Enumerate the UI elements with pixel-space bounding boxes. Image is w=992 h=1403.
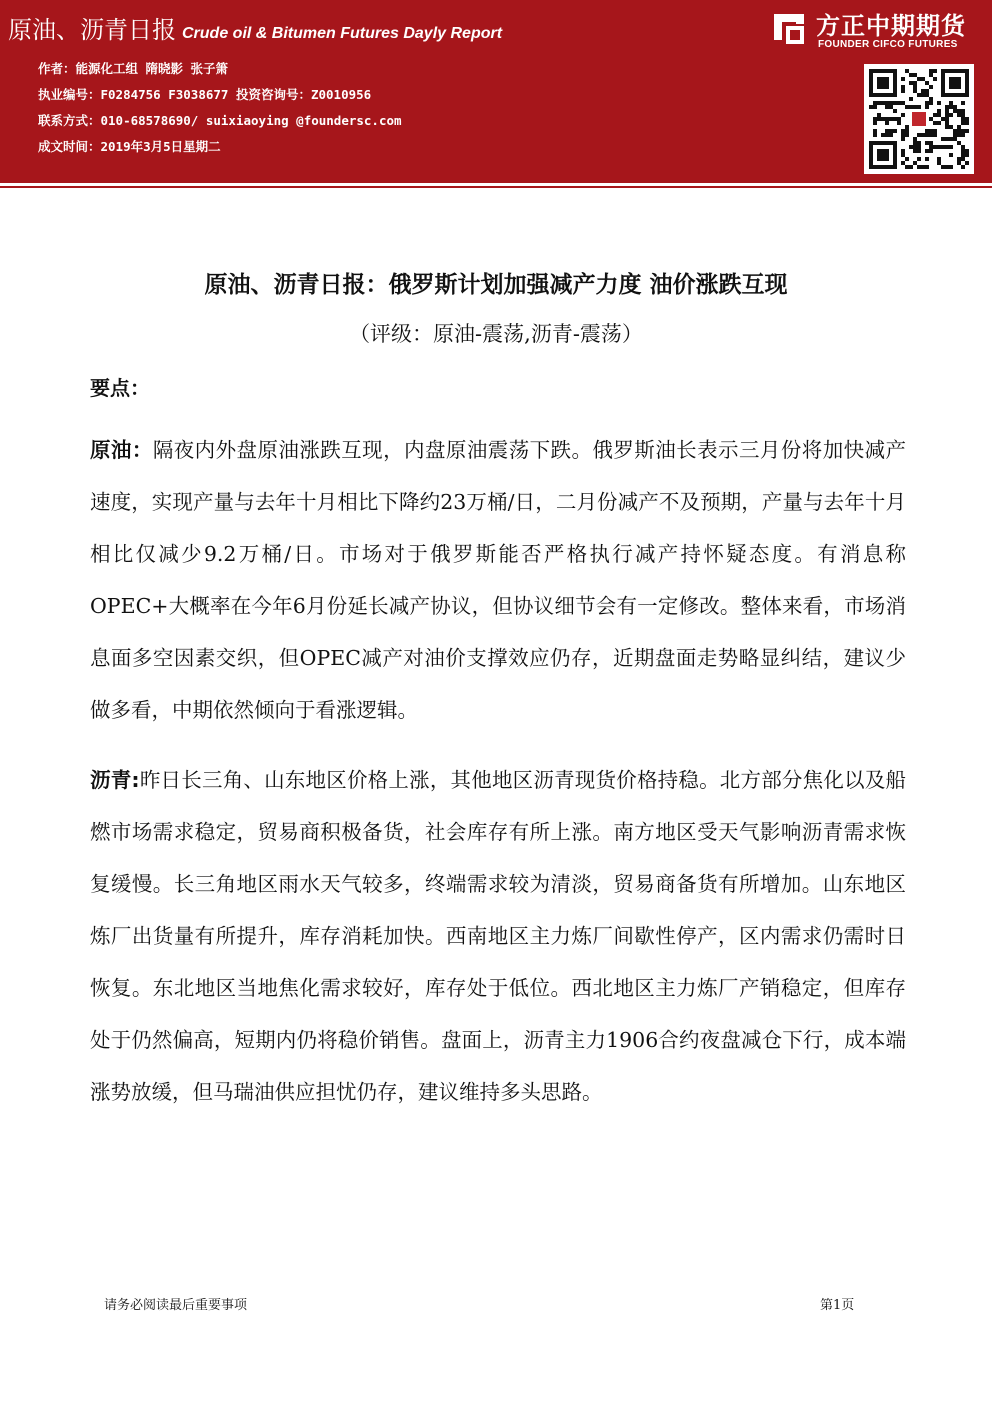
rating-line: （评级：原油-震荡,沥青-震荡）	[349, 322, 643, 346]
report-header	[0, 0, 992, 183]
header-divider	[0, 186, 992, 188]
logo-text-cn: 方正中期期货	[816, 12, 966, 40]
crude-oil-paragraph	[90, 424, 906, 736]
header-title	[8, 10, 502, 45]
qr-code-icon	[864, 64, 974, 174]
footer-notice: 请务必阅读最后重要事项	[104, 1298, 248, 1313]
bitumen-label: 沥青:	[90, 768, 140, 792]
header-title-en: Crude oil & Bitumen Futures Dayly Report	[182, 25, 503, 42]
company-logo	[770, 6, 985, 54]
header-title-cn: 原油、沥青日报	[8, 16, 176, 44]
crude-oil-label: 原油：	[90, 438, 153, 462]
contact-line: 联系方式：010-68578690/ suixiaoying @foundersc.com	[38, 113, 402, 128]
date-line: 成文时间：2019年3月5日星期二	[38, 139, 221, 154]
page-number: 第1页	[820, 1298, 855, 1313]
logo-text-en: FOUNDER CIFCO FUTURES	[818, 39, 958, 50]
bitumen-paragraph	[90, 754, 906, 1118]
document-title: 原油、沥青日报：俄罗斯计划加强减产力度 油价涨跌互现	[204, 272, 788, 298]
author-line: 作者：能源化工组 隋晓影 张子箫	[38, 61, 229, 76]
keypoints-heading: 要点：	[90, 376, 150, 400]
crude-oil-text: 隔夜内外盘原油涨跌互现，内盘原油震荡下跌。俄罗斯油长表示三月份将加快减产速度，实现产量与去年十月相比下降约23万桶/日，二月份减产不及预期，产量与去年十月相比仅减少9.2万桶/日。市场对于俄罗斯能否严格执行减产持怀疑态度。有消息称OPEC+大概率在今年6月份延长减产协议，但协议细节会有一定修改。整体来看，市场消息面多空因素交织，但OPEC减产对油价支撑效应仍存，近期盘面走势略显纠结，建议少做多看，中期依然倾向于看涨逻辑。	[90, 438, 907, 722]
founder-logo-icon	[770, 10, 808, 48]
bitumen-text: 昨日长三角、山东地区价格上涨，其他地区沥青现货价格持稳。北方部分焦化以及船燃市场需求稳定，贸易商积极备货，社会库存有所上涨。南方地区受天气影响沥青需求恢复缓慢。长三角地区雨水天气较多，终端需求较为清淡，贸易商备货有所增加。山东地区炼厂出货量有所提升，库存消耗加快。西南地区主力炼厂间歇性停产，区内需求仍需时日恢复。东北地区当地焦化需求较好，库存处于低位。西北地区主力炼厂产销稳定，但库存处于仍然偏高，短期内仍将稳价销售。盘面上，沥青主力1906合约夜盘减仓下行，成本端涨势放缓，但马瑞油供应担忧仍存，建议维持多头思路。	[90, 768, 906, 1104]
license-line: 执业编号：F0284756 F3038677 投资咨询号：Z0010956	[38, 87, 372, 102]
